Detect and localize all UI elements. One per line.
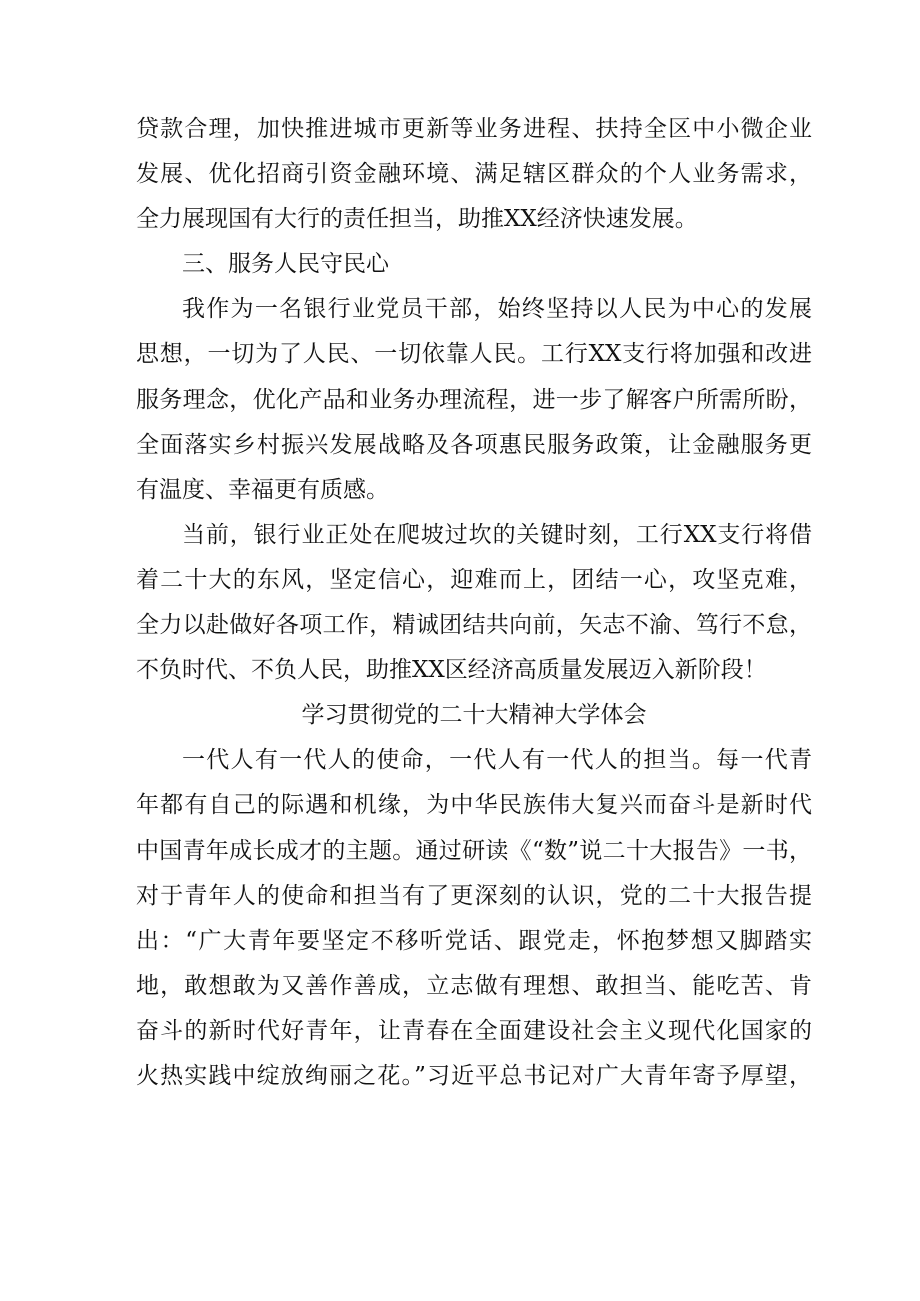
text-line: 奋斗的新时代好青年，让青春在全面建设社会主义现代化国家的 (136, 1017, 812, 1044)
text-line: 一代人有一代人的使命，一代人有一代人的担当。每一代青 (182, 747, 812, 774)
text-line: 着二十大的东风，坚定信心，迎难而上，团结一心，攻坚克难， (136, 566, 812, 593)
text-line: 有温度、幸福更有质感。 (136, 476, 389, 503)
text-line: 全力展现国有大行的责任担当，助推XX经济快速发展。 (136, 206, 698, 233)
article-title: 学习贯彻党的二十大精神大学体会 (301, 702, 647, 729)
text-line: 我作为一名银行业党员干部，始终坚持以人民为中心的发展 (182, 296, 812, 323)
text-line: 发展、优化招商引资金融环境、满足辖区群众的个人业务需求， (136, 161, 812, 188)
text-line: 当前，银行业正处在爬坡过坎的关键时刻，工行XX支行将借 (182, 521, 812, 548)
text-line: 不负时代、不负人民，助推XX区经济高质量发展迈入新阶段！ (136, 657, 767, 684)
text-line: 思想，一切为了人民、一切依靠人民。工行XX支行将加强和改进 (136, 341, 812, 368)
text-line: 对于青年人的使命和担当有了更深刻的认识，党的二十大报告提 (136, 882, 812, 909)
text-line: 全面落实乡村振兴发展战略及各项惠民服务政策，让金融服务更 (136, 431, 812, 458)
text-line: 服务理念，优化产品和业务办理流程，进一步了解客户所需所盼， (136, 386, 812, 413)
text-line: 火热实践中绽放绚丽之花。”习近平总书记对广大青年寄予厚望， (136, 1062, 812, 1089)
section-heading: 三、服务人民守民心 (182, 251, 389, 278)
text-line: 全力以赴做好各项工作，精诚团结共向前，矢志不渝、笃行不怠， (136, 612, 812, 639)
text-line: 年都有自己的际遇和机缘，为中华民族伟大复兴而奋斗是新时代 (136, 792, 812, 819)
body-text (136, 107, 812, 1099)
text-line: 地，敢想敢为又善作善成，立志做有理想、敢担当、能吃苦、肯 (136, 972, 812, 999)
text-line: 出：“广大青年要坚定不移听党话、跟党走，怀抱梦想又脚踏实 (136, 927, 812, 954)
text-line: 贷款合理，加快推进城市更新等业务进程、扶持全区中小微企业 (136, 116, 812, 142)
text-line: 中国青年成长成才的主题。通过研读《“数”说二十大报告》一书， (136, 837, 812, 864)
